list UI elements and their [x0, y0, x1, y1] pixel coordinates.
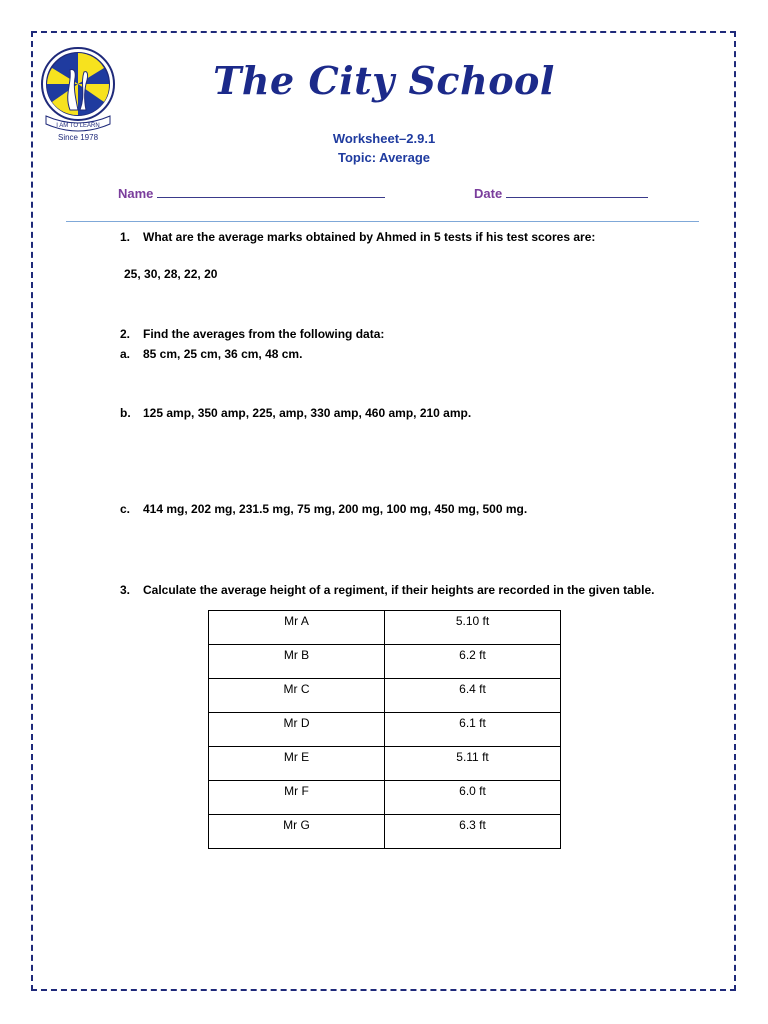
topic-title: Topic: Average — [338, 150, 430, 165]
name-label: Name — [118, 186, 154, 201]
question-number: 2. — [120, 327, 131, 341]
table-row — [209, 645, 561, 679]
name-blank[interactable] — [157, 185, 385, 198]
part-text: 414 mg, 202 mg, 231.5 mg, 75 mg, 200 mg, 100 mg, 450 mg, 500 mg. — [143, 502, 528, 516]
date-field[interactable] — [474, 185, 648, 201]
question-number: 3. — [120, 583, 131, 597]
question-text: Find the averages from the following data: — [143, 327, 385, 341]
question-text: Calculate the average height of a regiment, if their heights are recorded in the given table. — [143, 583, 655, 597]
height-table — [208, 610, 561, 849]
question-number: 1. — [120, 230, 131, 244]
header-divider — [66, 221, 699, 222]
height-cell: 6.1 ft — [385, 713, 561, 747]
height-cell: 5.11 ft — [385, 747, 561, 781]
table-row — [209, 679, 561, 713]
table-row — [209, 747, 561, 781]
school-name: The City School — [213, 58, 555, 103]
table-row — [209, 713, 561, 747]
height-cell: 5.10 ft — [385, 611, 561, 645]
name-cell: Mr B — [209, 645, 385, 679]
height-cell: 6.2 ft — [385, 645, 561, 679]
part-letter: c. — [120, 502, 131, 516]
part-text: 85 cm, 25 cm, 36 cm, 48 cm. — [143, 347, 303, 361]
part-letter: a. — [120, 347, 131, 361]
name-cell: Mr F — [209, 781, 385, 815]
part-letter: b. — [120, 406, 131, 420]
name-cell: Mr G — [209, 815, 385, 849]
logo-motto: I AM TO LEARN — [56, 123, 100, 129]
table-row — [209, 611, 561, 645]
height-cell: 6.0 ft — [385, 781, 561, 815]
height-cell: 6.4 ft — [385, 679, 561, 713]
name-cell: Mr E — [209, 747, 385, 781]
part-text: 125 amp, 350 amp, 225, amp, 330 amp, 460 amp, 210 amp. — [143, 406, 472, 420]
name-cell: Mr A — [209, 611, 385, 645]
name-cell: Mr D — [209, 713, 385, 747]
table-row — [209, 781, 561, 815]
since-label: Since 1978 — [57, 133, 99, 142]
height-cell: 6.3 ft — [385, 815, 561, 849]
name-field[interactable] — [118, 185, 385, 201]
date-blank[interactable] — [506, 185, 648, 198]
worksheet-number: Worksheet–2.9.1 — [332, 131, 436, 146]
table-row — [209, 815, 561, 849]
question-1-data: 25, 30, 28, 22, 20 — [124, 267, 218, 281]
date-label: Date — [474, 186, 503, 201]
name-cell: Mr C — [209, 679, 385, 713]
question-text: What are the average marks obtained by Ahmed in 5 tests if his test scores are: — [143, 230, 596, 244]
